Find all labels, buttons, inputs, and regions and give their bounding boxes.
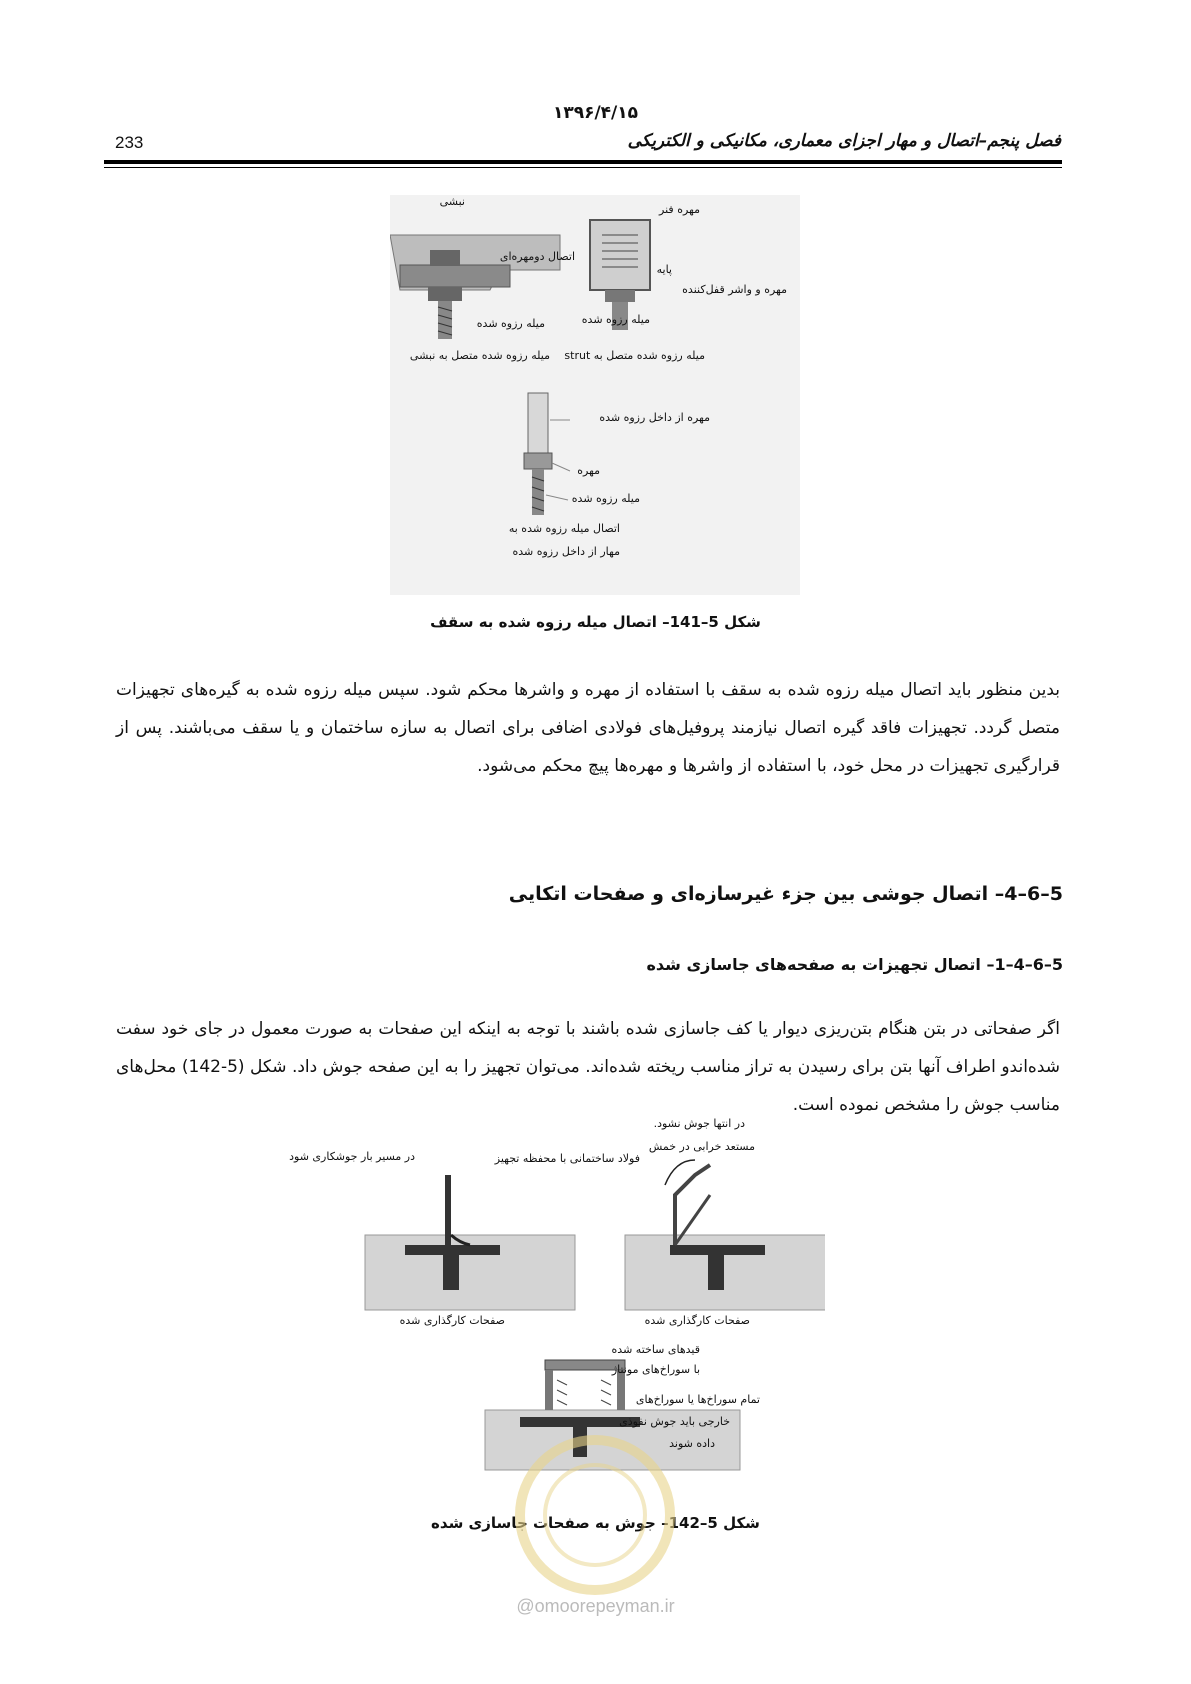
document-date: ۱۳۹۶/۴/۱۵	[552, 103, 639, 123]
label-holes-line1: تمام سوراخ‌ها یا سوراخ‌های	[635, 1393, 760, 1406]
label-rod-left: میله رزوه شده	[476, 317, 545, 330]
label-weld-path: در مسیر بار جوشکاری شود	[289, 1150, 415, 1163]
label-double-nut: اتصال دومهره‌ای	[499, 250, 575, 263]
header-rule-thin	[104, 167, 1062, 168]
figure-141	[390, 195, 800, 595]
label-rod-bottom: میله رزوه شده	[571, 492, 640, 505]
figure-141-drawing	[390, 195, 800, 595]
figure-142-caption: شکل 5–142– جوش به صفحات جاسازی شده	[431, 1514, 760, 1532]
label-base: پایه	[656, 263, 672, 276]
figure-141-caption: شکل 5–141– اتصال میله رزوه شده به سقف	[430, 613, 761, 631]
watermark-seal-logo	[495, 1430, 695, 1600]
watermark-text: @omoorepeyman.ir	[516, 1596, 675, 1616]
section-heading-5-6-4: 5–6–4– اتصال جوشی بین جزء غیرسازه‌ای و صفحات اتکایی	[508, 883, 1063, 905]
label-rod-to-angle: میله رزوه شده متصل به نبشی	[409, 349, 550, 362]
label-spring-nut: مهره فنر	[659, 203, 700, 216]
label-holes-line2: خارجی باید جوش نفوذی	[619, 1415, 730, 1428]
label-bend-damage: مستعد خرابی در خمش	[648, 1140, 755, 1153]
page-number: 233	[115, 133, 144, 152]
label-clamps-line2: با سوراخ‌های مونتاژ	[611, 1363, 700, 1376]
label-clamps-line1: قیدهای ساخته شده	[611, 1343, 700, 1356]
chapter-title: فصل پنجم–اتصال و مهار اجزای معماری، مکانیکی و الکتریکی	[627, 131, 1061, 151]
label-steel-housing: فولاد ساختمانی با محفظه تجهیز	[494, 1152, 640, 1165]
label-inner-thread-nut: مهره از داخل رزوه شده	[599, 411, 710, 424]
label-lock-nut-washer: مهره و واشر قفل‌کننده	[682, 283, 787, 296]
label-conn-line1: اتصال میله رزوه شده به	[508, 522, 620, 535]
label-nut: مهره	[577, 464, 600, 477]
paragraph-2: اگر صفحاتی در بتن هنگام بتن‌ریزی دیوار یا کف جاسازی شده باشند با توجه به اینکه این صفحات به صورت معمول در جای خود سفت شده‌اندو اطراف آنها بتن برای رسیدن به تراز مناسب ریخته شده‌اند. می‌توان تجهیز را به این صفحه جوش داد. شکل (5-142) محل‌های مناسب جوش را مشخص نموده است.	[116, 1019, 1061, 1115]
label-angle: نبشی	[439, 195, 465, 208]
paragraph-1: بدین منظور باید اتصال میله رزوه شده به سقف با استفاده از مهره و واشرها محکم شود. سپس میله رزوه شده به گیره‌های تجهیزات متصل گردد. تجهیزات فاقد گیره اتصال نیازمند پروفیل‌های فولادی اضافی برای اتصال به سازه ساختمان و یا سقف می‌باشند. پس از قرارگیری تجهیزات در محل خود، با استفاده از واشرها و مهره‌ها پیچ محکم می‌شود.	[116, 680, 1060, 776]
label-embed-right: صفحات کارگذاری شده	[644, 1314, 750, 1327]
header-rule-thick	[104, 160, 1062, 164]
label-rod-to-strut: میله رزوه شده متصل به strut	[564, 349, 705, 362]
label-rod-right: میله رزوه شده	[581, 313, 650, 326]
label-embed-left: صفحات کارگذاری شده	[399, 1314, 505, 1327]
section-heading-5-6-4-1: 5–6–4–1– اتصال تجهیزات به صفحه‌های جاسازی شده	[646, 955, 1063, 974]
label-holes-line3: داده شوند	[669, 1437, 715, 1450]
label-no-weld-end: در انتها جوش نشود.	[653, 1117, 745, 1130]
label-conn-line2: مهار از داخل رزوه شده	[512, 545, 620, 558]
